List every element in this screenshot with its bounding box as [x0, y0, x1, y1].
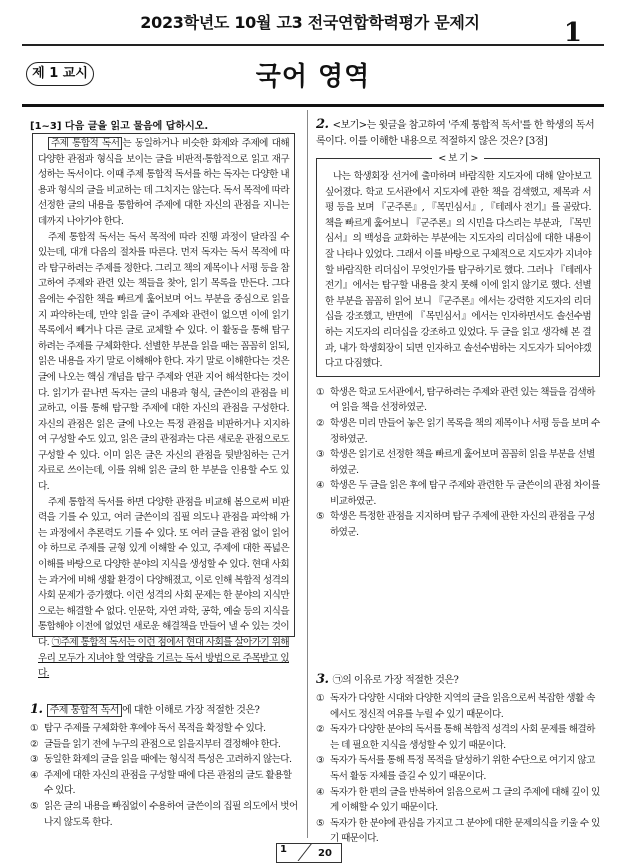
boxed-term: 주제 통합적 독서: [47, 704, 122, 717]
question-stem: [30, 702, 300, 719]
choice-list: [316, 385, 600, 541]
choice-option[interactable]: [316, 478, 600, 509]
choice-option[interactable]: [30, 721, 300, 737]
choice-option[interactable]: [316, 447, 600, 478]
passage-paragraph-1: [38, 136, 289, 230]
choice-mark: ⑤: [30, 800, 39, 812]
choice-option[interactable]: [30, 799, 300, 830]
stem-text: ㉠의 이유로 가장 적절한 것은?: [332, 675, 459, 686]
bogi-box: [316, 153, 600, 377]
exam-title: 2023학년도 10월 고3 전국연합학력평가 문제지: [140, 13, 480, 32]
passage-paragraph-2: 주제 통합적 독서는 독서 목적에 따라 진행 과정이 달라질 수 있는데, 대개 다음의 절차를 따른다. 먼저 독자는 독서 목적에 따라 탐구하려는 주제를 정한다. 그리고 책의 제목이나 서평 등을 참고하여 주제와 관련 있는 책들을 찾아, 읽기 목록을 만든다. 그다음에는 수집한 책을 빠르게 훑어보며 어느 부분을 중심으로 읽을지 파악하는데, 만약 읽을 글이 주제와 관련이 없으면 이에 읽기 목록에서 빼거나 다른 글로 교체할 수 있다. 이 활동을 통해 탐구하려는 주제를 구체화한다. 선별한 부분을 읽을 때는 꼼꼼히 읽되, 읽은 내용을 자기 말로 이해해야 한다. 자기 말로 이해한다는 것은 글에 나오는 핵심 개념을 탐구 주제와 연관 지어 해석한다는 것이다. 읽기가 끝나면 독자는 글의 내용과 형식, 글쓴이의 관점을 비교하고, 이를 통해 탐구할 주제에 대한 자신의 관점을 구성한다. 자신의 관점은 읽은 글에 나오는 특정 관점을 비판하거나 지지하여 구성할 수도 있고, 읽은 글의 관점과는 다른 새로운 관점으로도 구성할 수 있다. 이미 읽은 글은 자신의 관점을 뒷받침하는 근거 자료로 쓰이는데, 이를 위해 읽은 글의 한 부분을 인용할 수도 있다.: [38, 231, 289, 493]
choice-mark: ②: [316, 417, 325, 429]
total-pages: 20: [318, 848, 332, 859]
question-number: 1.: [30, 702, 43, 717]
underlined-sentence: ㉠주제 통합적 독서는 이런 점에서 현대 사회를 살아가기 위해 우리 모두가 지녀야 할 역량을 기르는 독서 방법으로 주목받고 있다.: [38, 637, 289, 680]
choice-text: 탐구 주제를 구체화한 후에야 독서 목적을 확정할 수 있다.: [44, 723, 266, 734]
passage-paragraph-3: [38, 495, 289, 682]
choice-option[interactable]: [316, 722, 600, 753]
choice-option[interactable]: [316, 816, 600, 847]
choice-option[interactable]: [316, 509, 600, 540]
choice-mark: ③: [316, 449, 325, 461]
passage-instruction: [1~3] 다음 글을 읽고 물음에 답하시오.: [30, 121, 209, 132]
choice-text: 독자가 한 분야에 관심을 가지고 그 분야에 대한 문제의식을 키울 수 있기 때문이다.: [330, 817, 600, 845]
choice-option[interactable]: [30, 737, 300, 753]
question-3: [316, 672, 600, 847]
page-number-top: 1: [563, 18, 582, 48]
bogi-label-text: < 보 기 >: [432, 153, 484, 164]
choice-text: 학생은 학교 도서관에서, 탐구하려는 주제와 관련 있는 책들을 검색하여 읽을 책을 선정하였군.: [330, 386, 595, 414]
choice-option[interactable]: [316, 785, 600, 816]
choice-text: 학생은 읽기로 선정한 책을 빠르게 훑어보며 꼼꼼히 읽을 부분을 선별하였군.: [330, 449, 595, 476]
choice-mark: ①: [30, 723, 39, 734]
question-number: 2.: [316, 117, 329, 132]
choice-text: 학생은 두 글을 읽은 후에 탐구 주제와 관련한 두 글쓴이의 관점 차이를 비교하였군.: [330, 480, 600, 507]
choice-mark: ②: [316, 724, 325, 736]
subject-title: 국어 영역: [255, 62, 371, 92]
choice-mark: ⑤: [316, 511, 325, 523]
header-divider: [22, 44, 604, 46]
stem-text: 에 대한 이해로 가장 적절한 것은?: [122, 705, 260, 716]
choice-text: 독자가 독서를 통해 특정 목적을 달성하기 위한 수단으로 여기지 않고 독서 활동 자체를 즐길 수 있기 때문이다.: [330, 755, 595, 782]
reading-passage: [32, 133, 295, 680]
choice-option[interactable]: [30, 752, 300, 768]
choice-text: 주제에 대한 자신의 관점을 구성할 때에 다른 관점의 글도 활용할 수 있다.: [44, 769, 292, 797]
header-thick-divider: [22, 104, 604, 107]
choice-mark: ④: [316, 786, 325, 798]
paragraph-text: 는 동일하거나 비슷한 화제와 주제에 대해 다양한 관점과 형식을 보이는 글을 비판적·통합적으로 읽고 재구성하는 독서이다. 이때 주제 통합적 독서를 하는 독자는 다양한 내용과 형식의 글을 비교하는 데 그치지는 않는다. 독서 목적에 따라 선정한 글의 내용을 통합하여 주제에 대한 자신의 관점을 지니는 데까지 나아가야 한다.: [38, 138, 289, 227]
boxed-term: 주제 통합적 독서: [48, 137, 122, 150]
question-2: [316, 117, 600, 541]
question-stem: [316, 672, 600, 689]
choice-text: 글들을 읽기 전에 누구의 관점으로 읽을지부터 결정해야 한다.: [44, 738, 281, 750]
choice-mark: ①: [316, 386, 325, 398]
stem-text: <보기>는 윗글을 참고하여 '주제 통합적 독서'를 한 학생의 독서록이다. 이를 이해한 내용으로 적절하지 않은 것은? [3점]: [316, 120, 595, 147]
choice-mark: ①: [316, 693, 325, 704]
choice-mark: ③: [316, 755, 325, 767]
choice-option[interactable]: [30, 768, 300, 799]
choice-text: 동일한 화제의 글을 읽을 때에는 형식적 특성은 고려하지 않는다.: [44, 754, 292, 766]
choice-mark: ④: [316, 480, 325, 492]
current-page: 1: [280, 844, 287, 855]
bogi-label: [317, 151, 599, 167]
choice-text: 독자가 다양한 분야의 독서를 통해 복합적 성격의 사회 문제를 해결하는 데 필요한 지식을 생성할 수 있기 때문이다.: [330, 724, 595, 751]
choice-option[interactable]: [316, 753, 600, 784]
choice-text: 독자가 한 편의 글을 반복하여 읽음으로써 그 글의 주제에 대해 깊이 있게 이해할 수 있기 때문이다.: [330, 786, 600, 814]
choice-text: 학생은 미리 만들어 놓은 읽기 목록을 책의 제목이나 서평 등을 보며 수정하였군.: [330, 417, 600, 445]
choice-mark: ③: [30, 754, 39, 766]
choice-option[interactable]: [316, 691, 600, 722]
period-badge: 제 1 교시: [26, 62, 94, 86]
choice-mark: ②: [30, 738, 39, 750]
question-stem: [316, 117, 600, 150]
choice-option[interactable]: [316, 385, 600, 416]
column-divider: [307, 110, 308, 838]
choice-list: [316, 691, 600, 847]
question-1: [30, 702, 300, 830]
choice-text: 읽은 글의 내용을 빠짐없이 수용하여 글쓴이의 집필 의도에서 벗어나지 않도록 한다.: [44, 800, 298, 828]
question-number: 3.: [316, 672, 329, 687]
bogi-text: 나는 학생회장 선거에 출마하며 바람직한 지도자에 대해 알아보고 싶어졌다. 학교 도서관에서 지도자에 관한 책을 검색했고, 제목과 서평 등을 보며 『군주론』, 『목민심서』, 『테레사 전기』를 골랐다. 책을 빠르게 훑어보니 『군주론』의 시민을 다스리는 부분과, 『목민심서』의 백성을 교화하는 부분에는 지도자의 리더십에 대한 내용이 잘 나타나 있었다. 그래서 이를 바탕으로 구체적으로 지도자가 지녀야 할 바람직한 리더십이 무엇인가를 탐구하기로 했다. 그러나 『테레사 전기』에서는 탐구할 내용을 찾지 못해 이에 읽지 않기로 했다. 선별한 부분을 꼼꼼히 읽어 보니 『군주론』에서는 강력한 지도자의 리더십을 강조했고, 반면에 『목민심서』에서는 인자하면서도 솔선수범하는 지도자의 리더십을 강조하고 있었다. 두 글을 읽고 생각해 본 결과, 내가 학생회장이 되면 인자하고 솔선수범하는 지도자가 되어야겠다고 다짐했다.: [325, 171, 591, 370]
choice-list: [30, 721, 300, 830]
choice-mark: ⑤: [316, 817, 325, 829]
choice-mark: ④: [30, 769, 39, 781]
choice-text: 독자가 다양한 시대와 다양한 지역의 글을 읽음으로써 복잡한 생활 속에서도 정신적 여유를 누릴 수 있기 때문이다.: [330, 693, 595, 720]
choice-option[interactable]: [316, 416, 600, 447]
choice-text: 학생은 특정한 관점을 지지하며 탐구 주제에 관한 자신의 관점을 구성하였군.: [330, 511, 595, 539]
paragraph-text: 주제 통합적 독서를 하면 다양한 관점을 비교해 봄으로써 비판력을 기를 수 있고, 여러 글쓴이의 집필 의도나 관점을 파악해 가는 과정에서 추론력도 기를 수 있다. 또 여러 글을 관점 없이 읽어야 하므로 주제를 균형 있게 이해할 수 있고, 주제에 대한 폭넓은 이해를 바탕으로 다양한 분야의 지식을 생성할 수 있다. 현대 사회는 과거에 비해 생활 환경이 다양해졌고, 이로 인해 복합적 성격의 사회 문제가 증가했다. 이런 성격의 사회 문제는 한 분야의 지식만으로는 해결할 수 없다. 인문학, 자연 과학, 공학, 예술 등의 지식을 통합해야 이전에 없었던 새로운 해결책을 만들어 낼 수 있는 것이다.: [38, 496, 289, 648]
